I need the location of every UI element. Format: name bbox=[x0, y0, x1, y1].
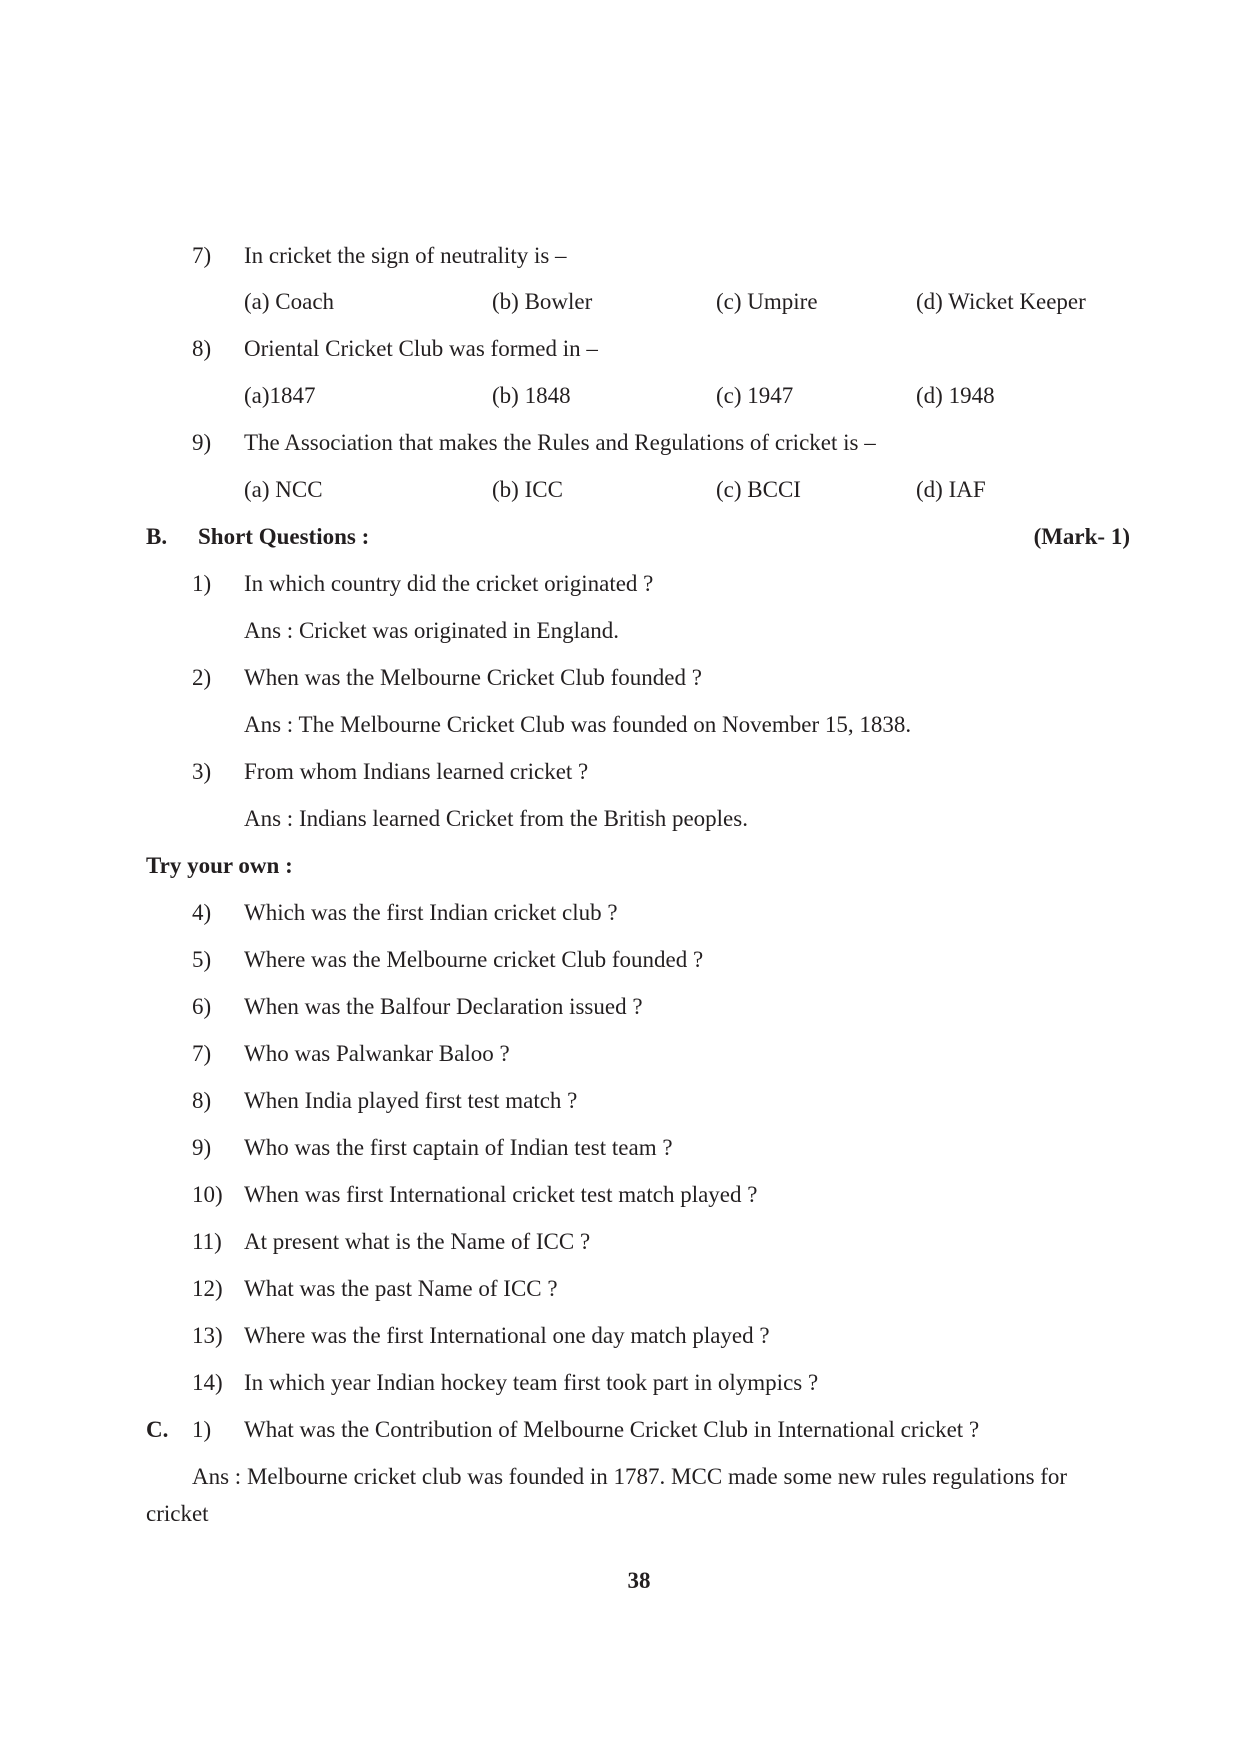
short-q-1-number: 1) bbox=[192, 571, 212, 596]
try-q-14-question: In which year Indian hockey team first took part in olympics ? bbox=[244, 1370, 819, 1395]
try-q-14-number: 14) bbox=[192, 1370, 223, 1395]
page-number: 38 bbox=[627, 1568, 651, 1593]
try-q-9-question: Who was the first captain of Indian test team ? bbox=[244, 1135, 673, 1160]
mcq-9-option-a: (a) NCC bbox=[244, 477, 323, 502]
mcq-8-option-b: (b) 1848 bbox=[492, 383, 571, 408]
mcq-7-option-a: (a) Coach bbox=[244, 289, 335, 314]
section-c-letter: C. bbox=[146, 1417, 169, 1442]
try-q-4-number: 4) bbox=[192, 900, 212, 925]
short-q-2-answer: Ans : The Melbourne Cricket Club was founded on November 15, 1838. bbox=[244, 712, 912, 737]
try-your-own-title: Try your own : bbox=[146, 853, 293, 878]
short-q-1-answer: Ans : Cricket was originated in England. bbox=[244, 618, 619, 643]
try-q-12-question: What was the past Name of ICC ? bbox=[244, 1276, 558, 1301]
mcq-8-option-a: (a)1847 bbox=[244, 383, 316, 408]
section-b-title: Short Questions : bbox=[198, 524, 370, 549]
section-c-q-1-number: 1) bbox=[192, 1417, 212, 1442]
mcq-8-option-d: (d) 1948 bbox=[916, 383, 995, 408]
section-c-answer-line-2: cricket bbox=[146, 1501, 209, 1526]
mcq-7-number: 7) bbox=[192, 243, 212, 268]
mcq-8-number: 8) bbox=[192, 336, 212, 361]
try-q-6-number: 6) bbox=[192, 994, 212, 1019]
try-q-5-number: 5) bbox=[192, 947, 212, 972]
try-q-7-number: 7) bbox=[192, 1041, 212, 1066]
mcq-8-question: Oriental Cricket Club was formed in – bbox=[244, 336, 598, 361]
try-q-7-question: Who was Palwankar Baloo ? bbox=[244, 1041, 510, 1066]
try-q-8-number: 8) bbox=[192, 1088, 212, 1113]
mcq-7-option-c: (c) Umpire bbox=[716, 289, 818, 314]
short-q-3-answer: Ans : Indians learned Cricket from the British peoples. bbox=[244, 806, 748, 831]
mcq-7-option-b: (b) Bowler bbox=[492, 289, 593, 314]
try-q-11-question: At present what is the Name of ICC ? bbox=[244, 1229, 591, 1254]
section-b-letter: B. bbox=[146, 524, 168, 549]
short-q-2-question: When was the Melbourne Cricket Club founded ? bbox=[244, 665, 702, 690]
try-q-13-number: 13) bbox=[192, 1323, 223, 1348]
mcq-9-option-b: (b) ICC bbox=[492, 477, 563, 502]
try-q-9-number: 9) bbox=[192, 1135, 212, 1160]
mcq-9-option-d: (d) IAF bbox=[916, 477, 986, 502]
short-q-1-question: In which country did the cricket originated ? bbox=[244, 571, 654, 596]
section-b-mark: (Mark- 1) bbox=[1033, 524, 1130, 549]
short-q-2-number: 2) bbox=[192, 665, 212, 690]
mcq-9-option-c: (c) BCCI bbox=[716, 477, 801, 502]
try-q-13-question: Where was the first International one day match played ? bbox=[244, 1323, 770, 1348]
short-q-3-question: From whom Indians learned cricket ? bbox=[244, 759, 589, 784]
mcq-9-number: 9) bbox=[192, 430, 212, 455]
mcq-7-option-d: (d) Wicket Keeper bbox=[916, 289, 1086, 314]
section-c-answer-line-1: Ans : Melbourne cricket club was founded in 1787. MCC made some new rules regulations for bbox=[192, 1464, 1068, 1489]
mcq-9-question: The Association that makes the Rules and Regulations of cricket is – bbox=[244, 430, 876, 455]
try-q-5-question: Where was the Melbourne cricket Club founded ? bbox=[244, 947, 704, 972]
section-c-q-1-question: What was the Contribution of Melbourne Cricket Club in International cricket ? bbox=[244, 1417, 980, 1442]
try-q-10-number: 10) bbox=[192, 1182, 223, 1207]
try-q-11-number: 11) bbox=[192, 1229, 222, 1254]
try-q-12-number: 12) bbox=[192, 1276, 223, 1301]
try-q-6-question: When was the Balfour Declaration issued ? bbox=[244, 994, 643, 1019]
mcq-7-question: In cricket the sign of neutrality is – bbox=[244, 243, 567, 268]
try-q-8-question: When India played first test match ? bbox=[244, 1088, 578, 1113]
short-q-3-number: 3) bbox=[192, 759, 212, 784]
try-q-4-question: Which was the first Indian cricket club ? bbox=[244, 900, 618, 925]
mcq-8-option-c: (c) 1947 bbox=[716, 383, 794, 408]
try-q-10-question: When was first International cricket test match played ? bbox=[244, 1182, 758, 1207]
